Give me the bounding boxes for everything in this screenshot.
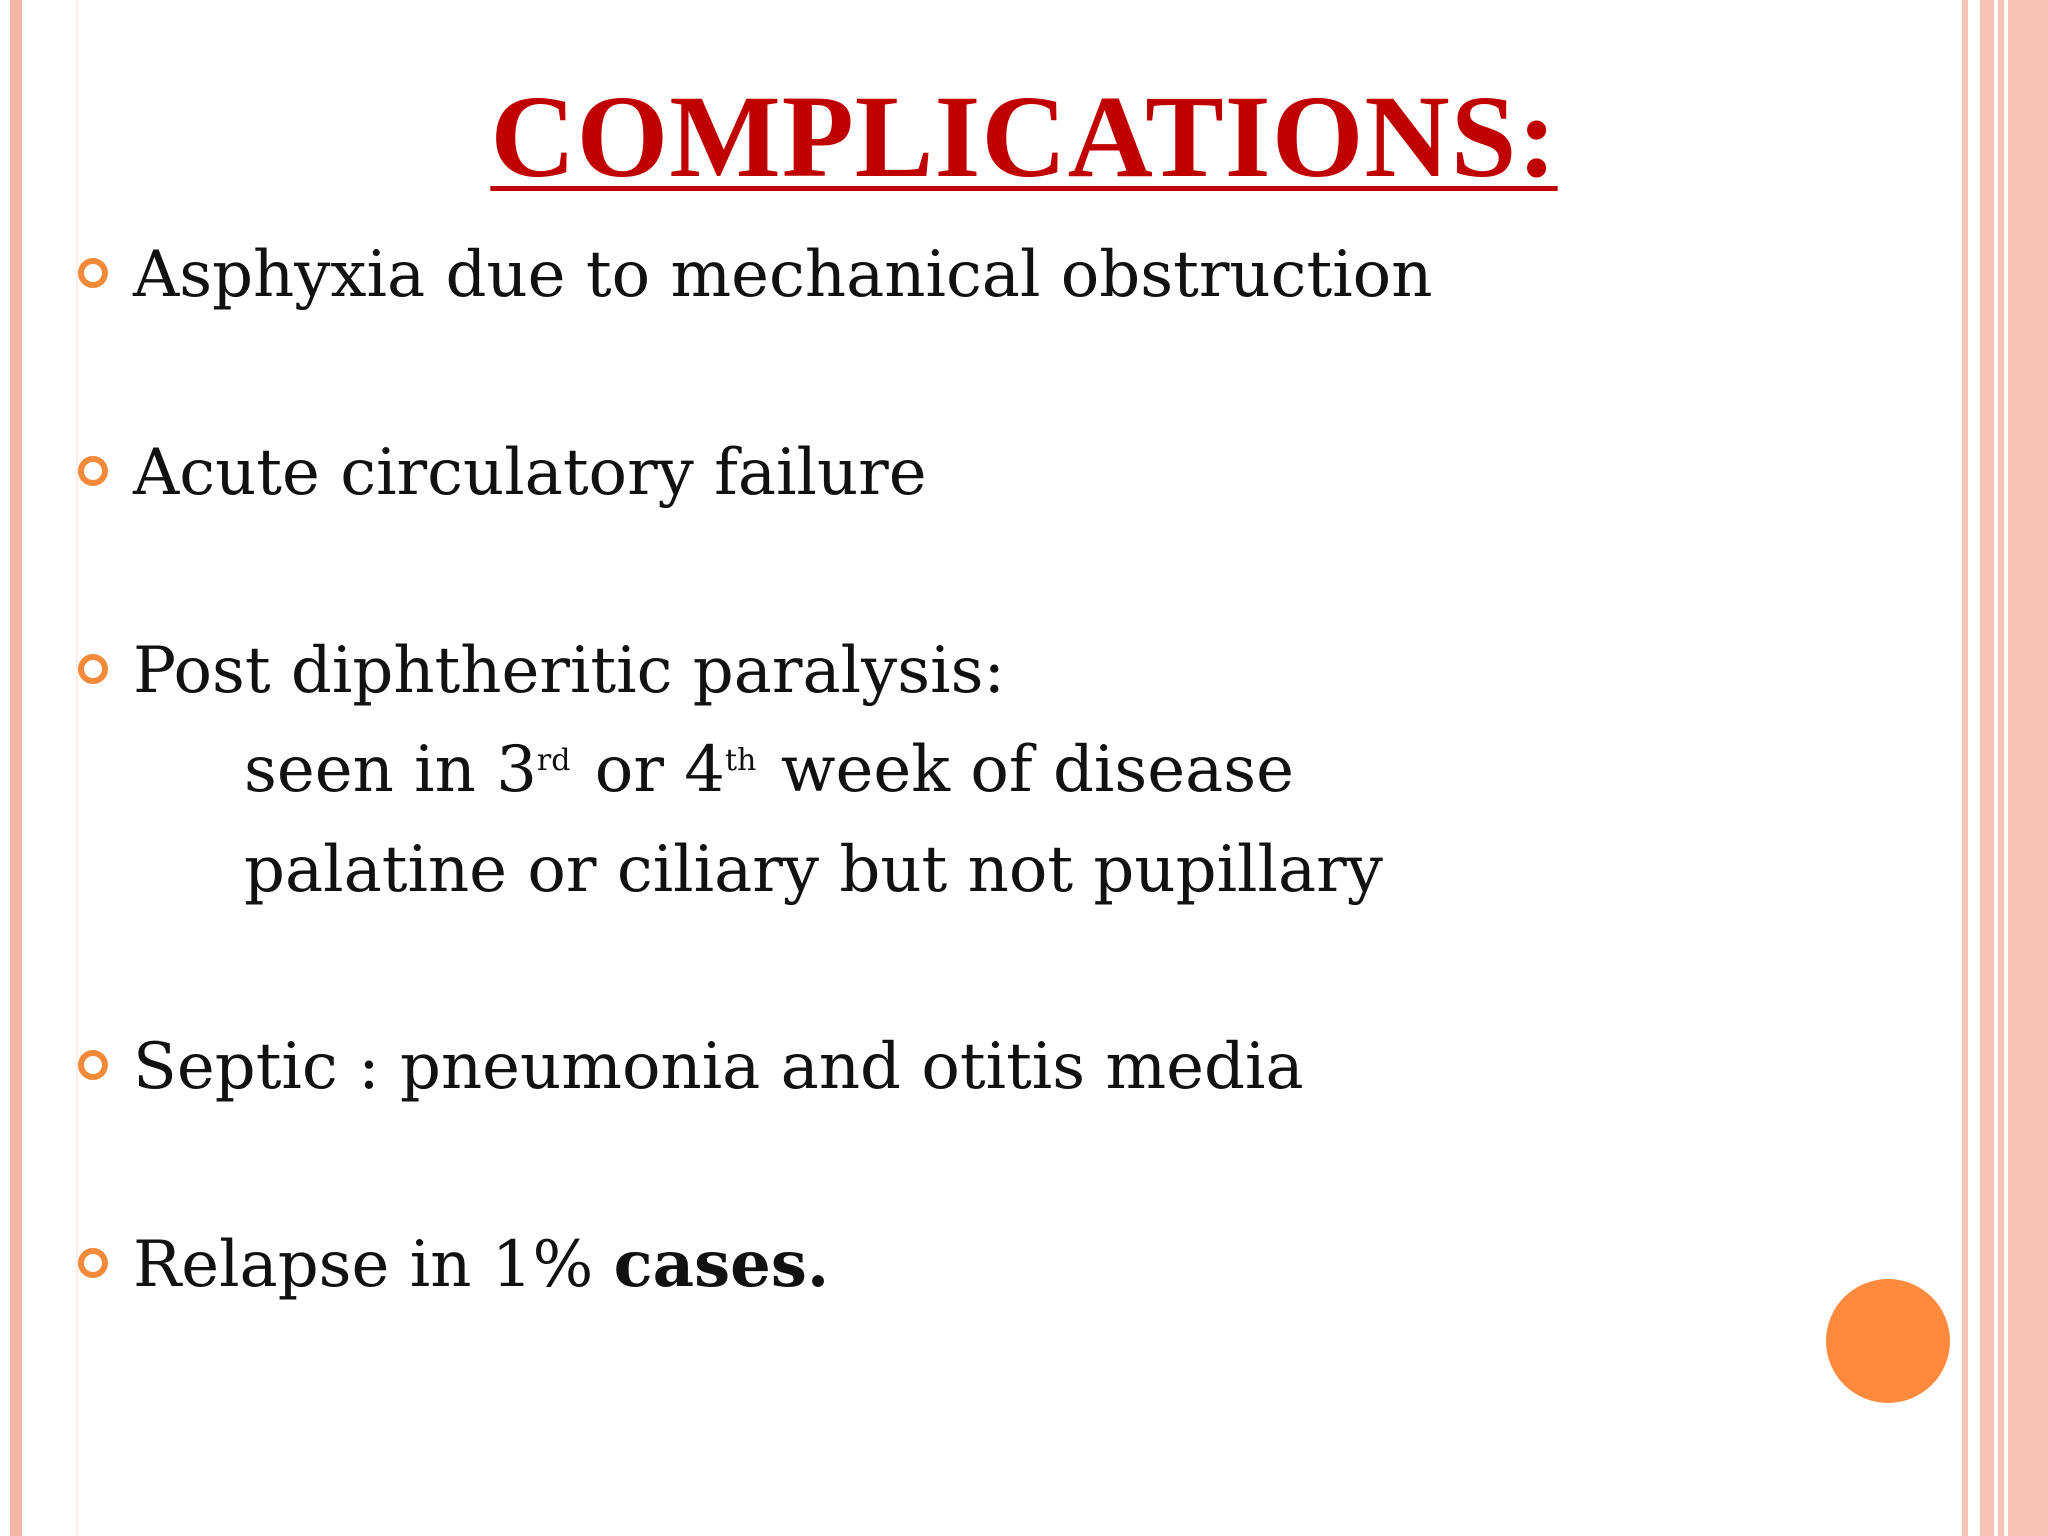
bullet-circle-icon (78, 456, 108, 486)
bullet-circle-icon (78, 258, 108, 288)
slide-title: COMPLICATIONS: (490, 71, 1558, 202)
bullet-relapse (133, 1227, 830, 1302)
paralysis-type-line: palatine or ciliary but not pupillary (244, 833, 1383, 907)
ordinal-suffix: th (724, 743, 757, 778)
bullet-paralysis: Post diphtheritic paralysis: (133, 634, 1005, 708)
bullet-circle-icon (78, 1050, 108, 1080)
bullet-circle-icon (78, 1248, 108, 1278)
right-stripe (1980, 0, 1994, 1536)
right-stripe (2008, 0, 2048, 1536)
relapse-bold-text: cases. (613, 1227, 830, 1302)
orange-accent-dot-icon (1826, 1279, 1950, 1403)
bullet-circulatory-failure: Acute circulatory failure (133, 436, 927, 510)
right-decorative-panel (1962, 0, 2048, 1536)
timing-text-part: week of disease (760, 733, 1294, 807)
paralysis-timing-line (244, 733, 1294, 807)
timing-text-part: seen in 3 (244, 733, 537, 807)
right-stripe (1962, 0, 1968, 1536)
relapse-text: Relapse in 1% (133, 1228, 614, 1302)
bullet-circle-icon (78, 654, 108, 684)
right-stripe (1998, 0, 2004, 1536)
timing-text-part: or 4 (574, 733, 725, 807)
ordinal-suffix: rd (536, 743, 571, 778)
bullet-septic: Septic : pneumonia and otitis media (133, 1030, 1304, 1104)
bullet-asphyxia: Asphyxia due to mechanical obstruction (133, 238, 1433, 312)
